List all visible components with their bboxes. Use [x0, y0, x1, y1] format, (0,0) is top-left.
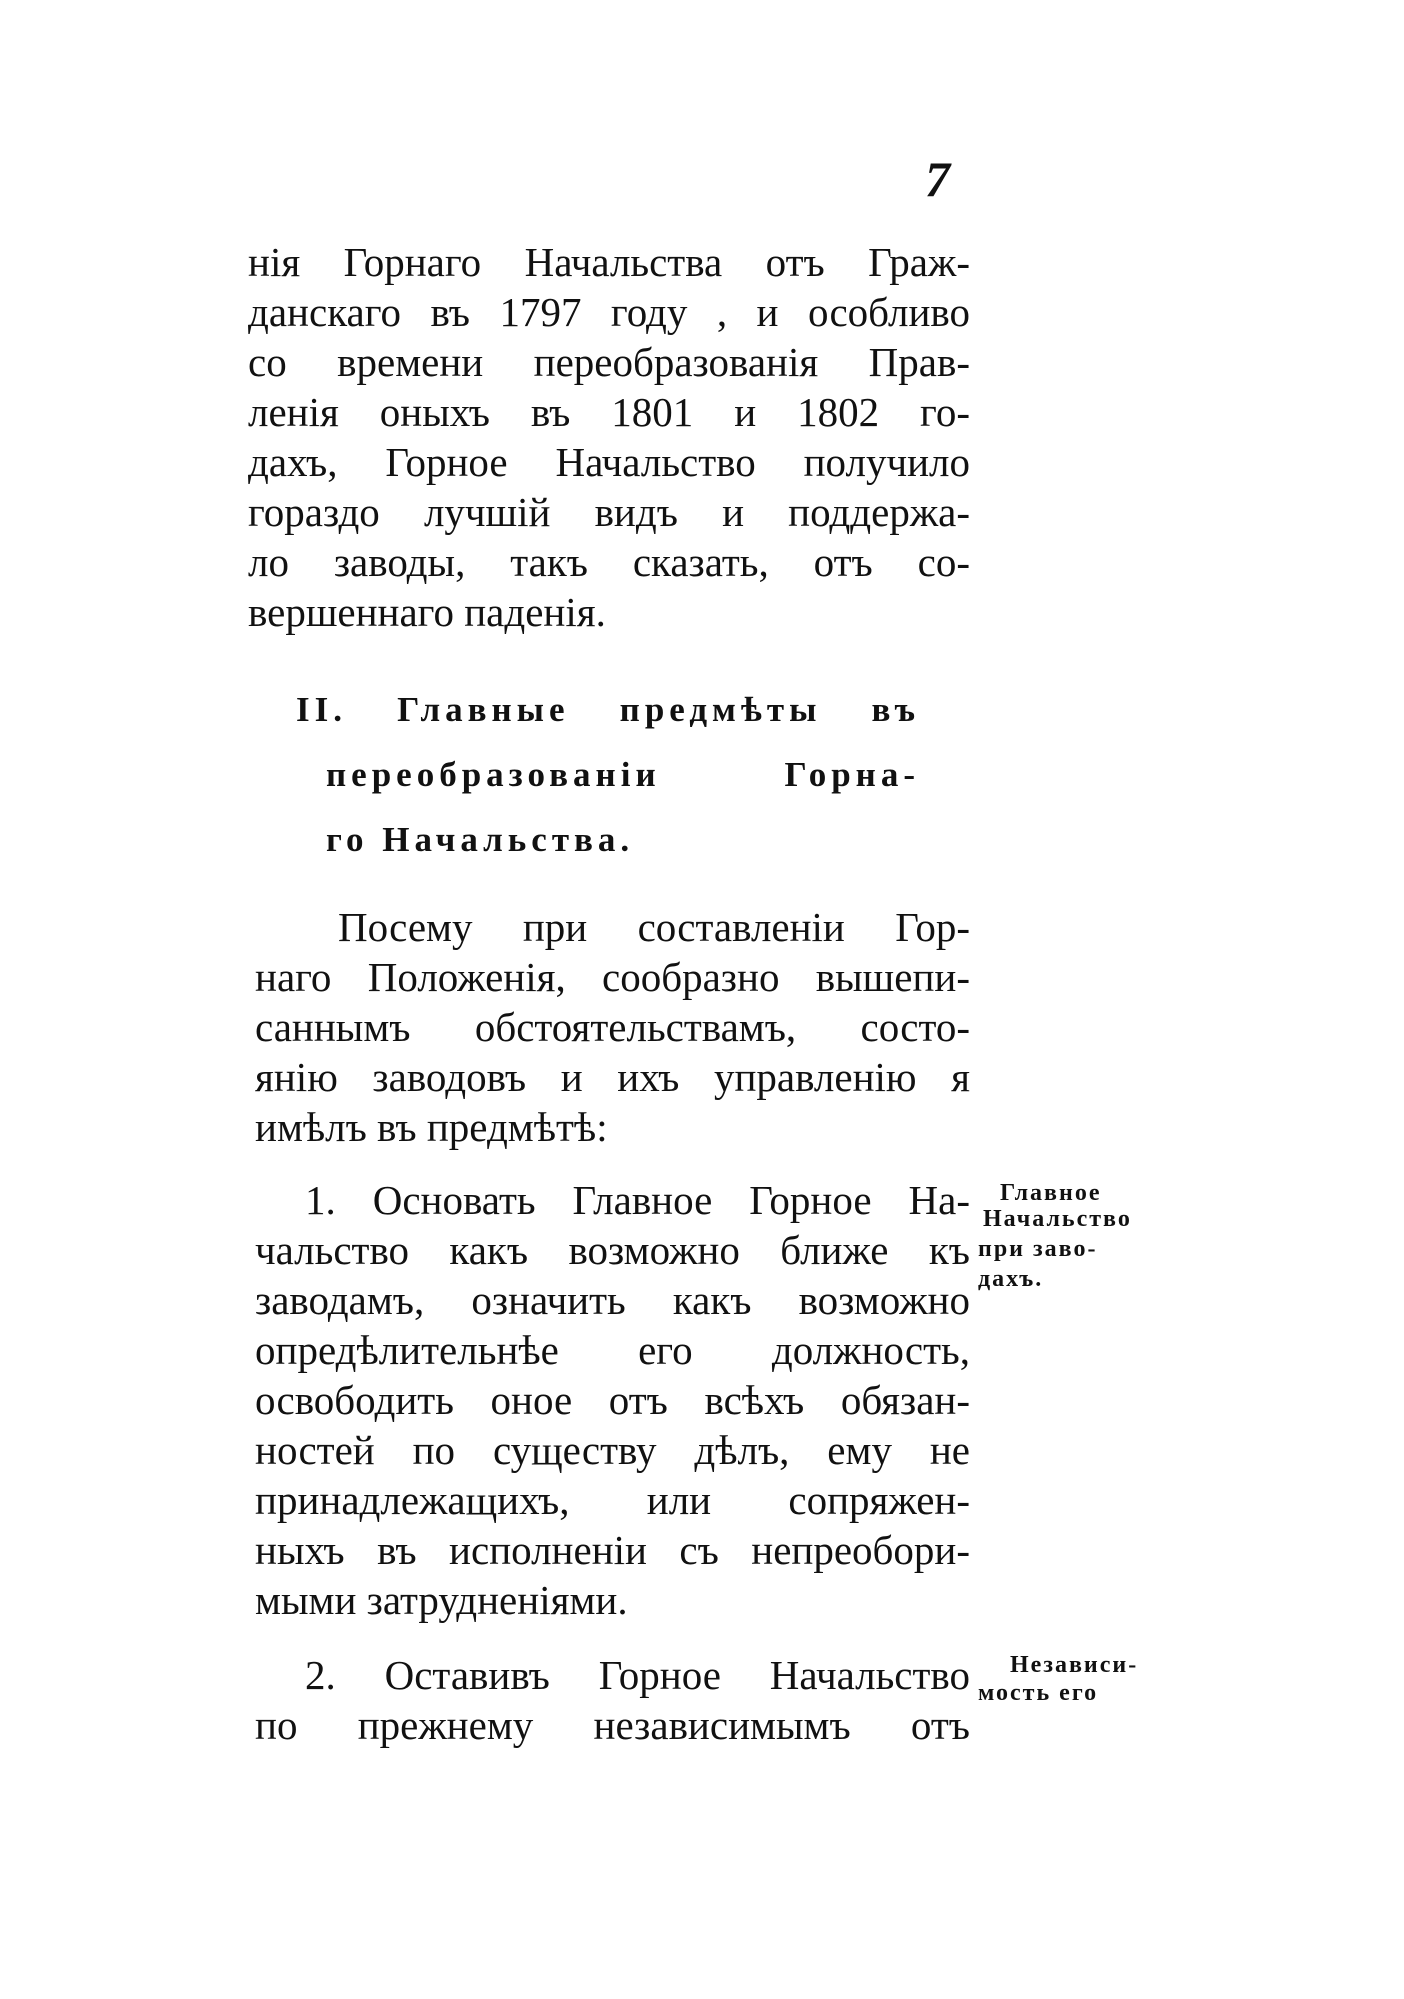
text-line: опредѣлительнѣе его должность, — [255, 1327, 970, 1373]
heading-line: го Начальства. — [326, 820, 635, 859]
text-line: мыми затрудненіями. — [255, 1577, 628, 1623]
text-line: янію заводовъ и ихъ управленію я — [255, 1054, 970, 1100]
text-line: чальство какъ возможно ближе къ — [255, 1227, 970, 1273]
margin-note-line: при заво- — [978, 1236, 1098, 1262]
text-line: наго Положенія, сообразно вышепи- — [255, 954, 970, 1000]
margin-note-line: Независи- — [1010, 1652, 1139, 1678]
text-line: ностей по существу дѣлъ, ему не — [255, 1427, 970, 1473]
text-line: Посему при составленіи Гор- — [338, 904, 970, 950]
text-line: саннымъ обстоятельствамъ, состо- — [255, 1004, 970, 1050]
page-number: 7 — [925, 151, 950, 207]
heading-line: переобразованіи Горна- — [326, 755, 920, 794]
text-line: по прежнему независимымъ отъ — [255, 1702, 970, 1748]
margin-note-line: Главное — [1000, 1180, 1102, 1206]
margin-note-line: Начальство — [983, 1206, 1132, 1232]
text-line: ло заводы, такъ сказать, отъ со- — [248, 539, 970, 585]
text-line: ленія оныхъ въ 1801 и 1802 го- — [248, 389, 970, 435]
text-line: со времени переобразованія Прав- — [248, 339, 970, 385]
text-line: 2. Оставивъ Горное Начальство — [305, 1652, 970, 1698]
text-line: ныхъ въ исполненіи съ непреобори- — [255, 1527, 970, 1573]
margin-note-line: дахъ. — [978, 1266, 1044, 1292]
text-line: заводамъ, означить какъ возможно — [255, 1277, 970, 1323]
margin-note-line: мость его — [978, 1680, 1099, 1706]
text-line: данскаго въ 1797 году , и особливо — [248, 289, 970, 335]
heading-line: II. Главные предмѣты въ — [296, 690, 920, 729]
text-line: нія Горнаго Начальства отъ Граж- — [248, 239, 970, 285]
text-line: гораздо лучшій видъ и поддержа- — [248, 489, 970, 535]
text-line: вершеннаго паденія. — [248, 589, 606, 635]
text-line: принадлежащихъ, или сопряжен- — [255, 1477, 970, 1523]
text-line: освободить оное отъ всѣхъ обязан- — [255, 1377, 970, 1423]
text-line: 1. Основать Главное Горное На- — [305, 1177, 970, 1223]
text-line: дахъ, Горное Начальство получило — [248, 439, 970, 485]
text-line: имѣлъ въ предмѣтѣ: — [255, 1104, 608, 1150]
